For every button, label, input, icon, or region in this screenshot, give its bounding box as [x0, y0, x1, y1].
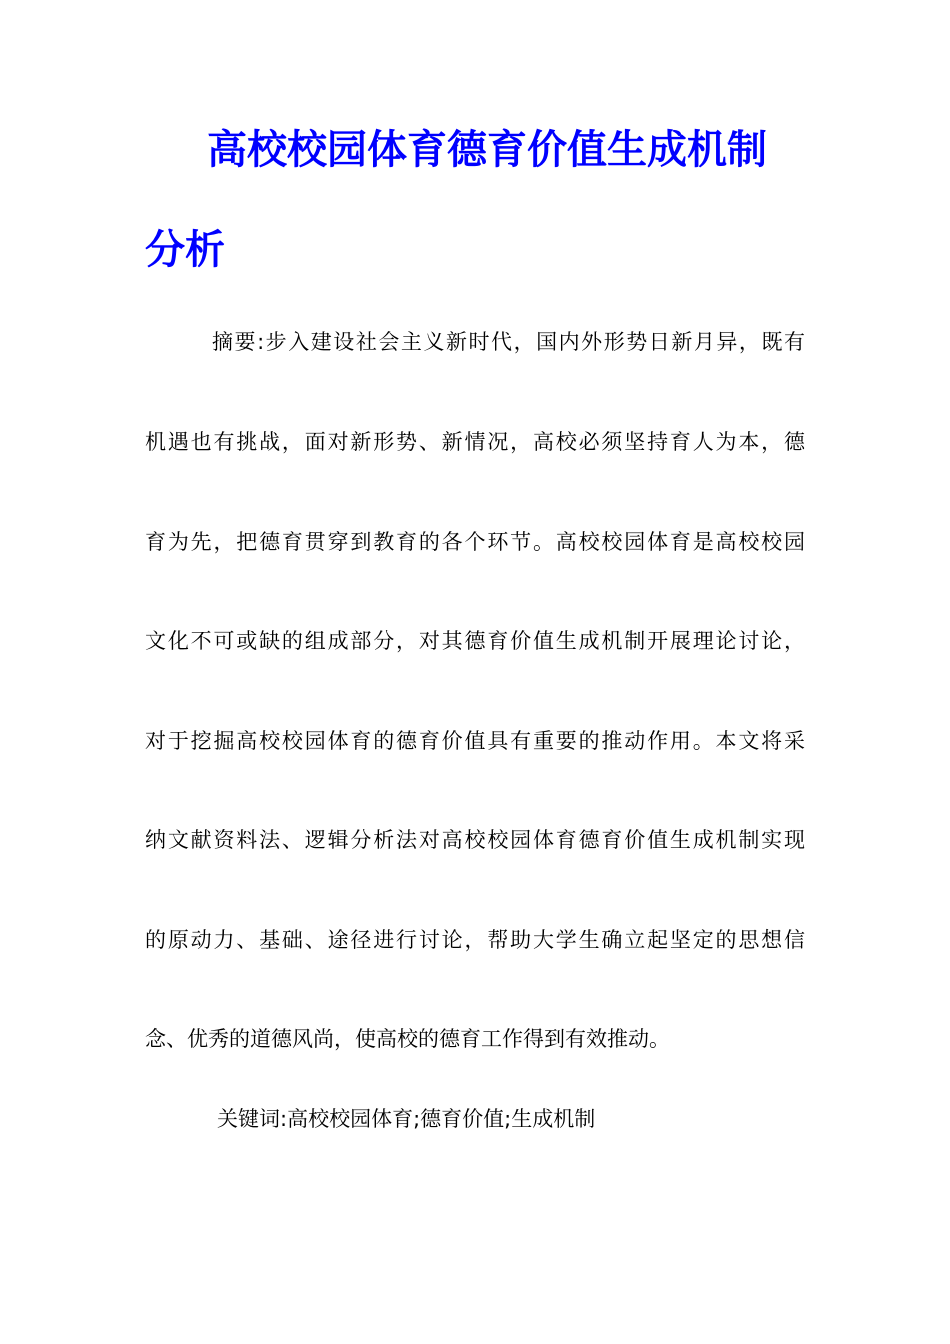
abstract-line: 摘要:步入建设社会主义新时代，国内外形势日新月异，既有 [212, 330, 805, 354]
abstract-line: 念、优秀的道德风尚，使高校的德育工作得到有效推动。 [145, 1027, 670, 1051]
abstract-line: 育为先，把德育贯穿到教育的各个环节。高校校园体育是高校校园 [145, 530, 805, 554]
abstract-line: 对于挖掘高校校园体育的德育价值具有重要的推动作用。本文将采 [145, 729, 805, 753]
keywords-line: 关键词:高校校园体育;德育价值;生成机制 [217, 1107, 596, 1131]
abstract-line: 纳文献资料法、逻辑分析法对高校校园体育德育价值生成机制实现 [145, 828, 805, 852]
abstract-line: 机遇也有挑战，面对新形势、新情况，高校必须坚持育人为本，德 [145, 430, 805, 454]
abstract-line: 的原动力、基础、途径进行讨论，帮助大学生确立起坚定的思想信 [145, 928, 805, 952]
abstract-line: 文化不可或缺的组成部分，对其德育价值生成机制开展理论讨论， [145, 629, 805, 653]
document-title-line-1: 高校校园体育德育价值生成机制 [207, 127, 767, 173]
document-title-line-2: 分析 [145, 227, 225, 273]
